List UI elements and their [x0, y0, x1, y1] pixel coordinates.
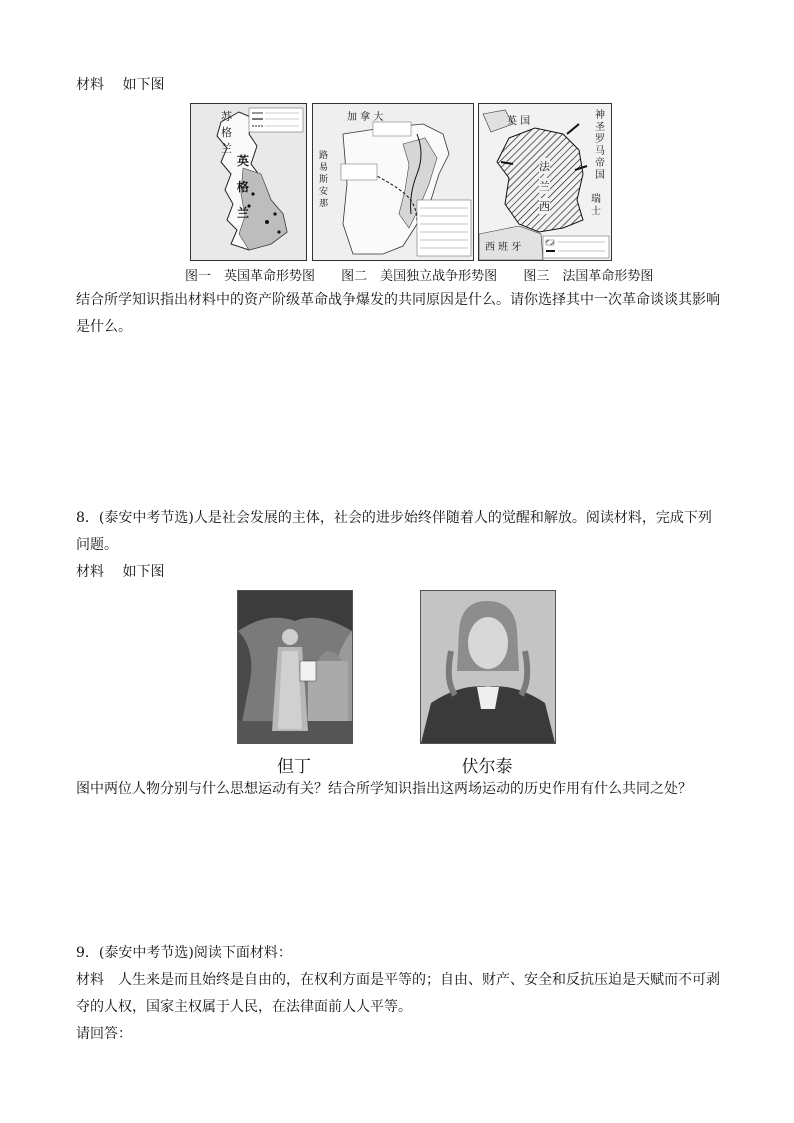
map-label: 格: [237, 180, 250, 194]
map-label: 西: [539, 200, 550, 213]
map-label: 那: [319, 199, 329, 209]
map-label: 路: [319, 151, 329, 161]
map-label: 帝: [595, 158, 605, 169]
q9-answer-prompt: 请回答：: [76, 1026, 132, 1042]
map-french-revolution: [478, 103, 612, 261]
dante-portrait: [237, 590, 353, 744]
map-label: 英 国: [507, 116, 531, 127]
map-captions: [185, 265, 675, 284]
material-label: 材料 如下图: [76, 77, 165, 93]
q9-material: 夺的人权，国家主权属于人民，在法律面前人人平等。: [76, 999, 412, 1015]
material-label: 材料 如下图: [76, 564, 165, 580]
map-label: 安: [319, 187, 329, 197]
map-american-war-of-independence: [312, 103, 474, 261]
map-label: 英: [237, 154, 250, 168]
map-label: 神: [595, 110, 605, 121]
map-label: 国: [595, 170, 605, 181]
q8-stem: 8．(泰安中考节选)人是社会发展的主体，社会的进步始终伴随着人的觉醒和解放。阅读材料，完成下列: [76, 510, 712, 526]
map-label: 罗: [595, 134, 605, 145]
q9-material: 材料 人生来是而且始终是自由的，在权利方面是平等的；自由、财产、安全和反抗压迫是天赋而不可剥: [76, 972, 720, 988]
question-text: 是什么。: [76, 319, 132, 335]
map1-caption: 图一 英国革命形势图: [185, 269, 316, 284]
map-label: 瑞: [591, 194, 601, 205]
dante-name: 但丁: [277, 757, 311, 777]
map-label: 西 班 牙: [485, 242, 522, 253]
map2-caption: 图二 美国独立战争形势图: [341, 269, 498, 284]
voltaire-portrait: [420, 590, 556, 744]
q8-stem: 问题。: [76, 537, 118, 553]
map-england-revolution: [190, 103, 307, 261]
map-label: 格: [221, 126, 232, 139]
map-label: 苏: [221, 110, 232, 123]
map-label: 法: [539, 160, 550, 173]
question-text: 结合所学知识指出材料中的资产阶级革命战争爆发的共同原因是什么。请你选择其中一次革命谈谈其影响: [76, 292, 720, 308]
map-label: 圣: [595, 122, 605, 133]
q8-question: 图中两位人物分别与什么思想运动有关？结合所学知识指出这两场运动的历史作用有什么共同之处？: [76, 781, 692, 797]
map-label: 斯: [319, 175, 329, 185]
map-label: 兰: [539, 180, 550, 193]
map-label: 马: [595, 146, 605, 157]
voltaire-name: 伏尔泰: [461, 757, 513, 777]
map-label: 加 拿 大: [347, 112, 384, 123]
map-label: 兰: [221, 142, 232, 155]
q9-stem: 9．(泰安中考节选)阅读下面材料：: [76, 945, 292, 961]
map-label: 易: [319, 163, 329, 173]
map-label: 士: [591, 206, 601, 217]
map3-caption: 图三 法国革命形势图: [523, 269, 654, 284]
map-label: 兰: [237, 206, 250, 220]
